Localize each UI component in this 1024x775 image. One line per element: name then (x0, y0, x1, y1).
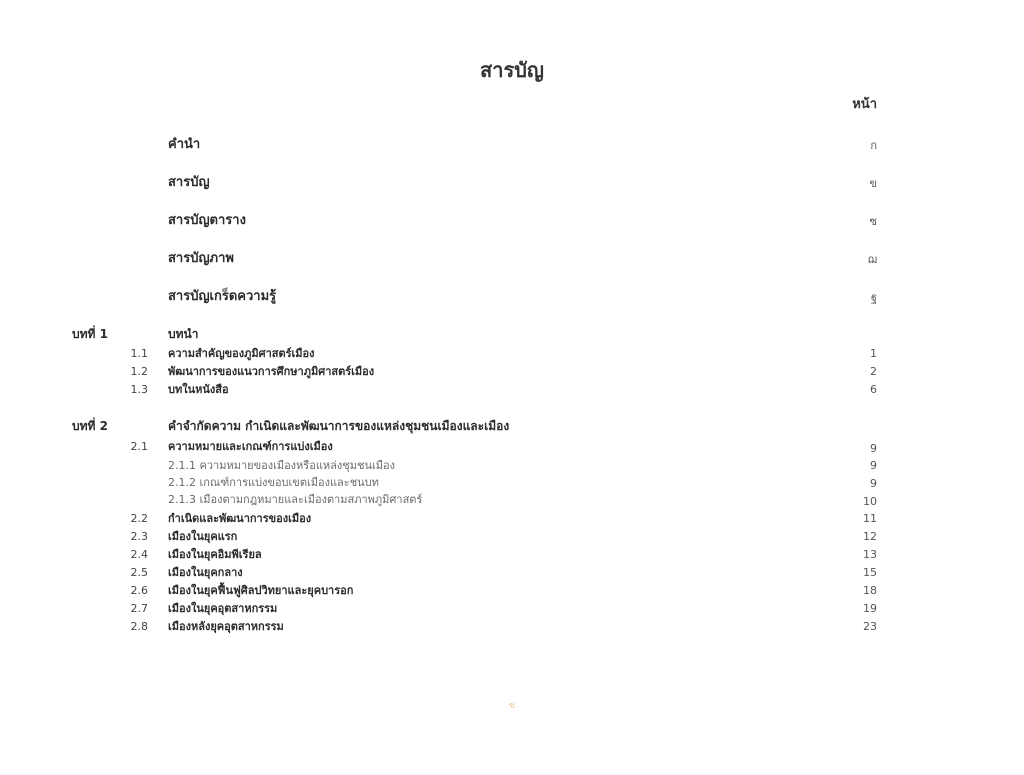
subsection-page: 9 (870, 459, 877, 472)
section-page: 2 (870, 365, 877, 378)
toc-entry-tables[interactable]: สารบัญตาราง (168, 213, 246, 228)
toc-page-tables: ซ (869, 215, 877, 228)
section-title[interactable]: กำเนิดและพัฒนาการของเมือง (168, 512, 312, 525)
section-number: 2.1 (130, 440, 148, 453)
section-number: 2.4 (130, 548, 148, 561)
toc-entry-figures[interactable]: สารบัญภาพ (168, 251, 234, 266)
section-title[interactable]: เมืองในยุคฟื้นฟูศิลปวิทยาและยุคบารอก (168, 584, 354, 597)
section-page: 19 (863, 602, 877, 615)
section-title[interactable]: บทในหนังสือ (168, 383, 229, 396)
subsection-page: 10 (863, 495, 877, 508)
toc-page-figures: ฌ (867, 253, 877, 266)
section-page: 9 (870, 442, 877, 455)
section-number: 2.6 (130, 584, 148, 597)
section-number: 1.3 (130, 383, 148, 396)
section-number: 2.8 (130, 620, 148, 633)
section-title[interactable]: ความหมายและเกณฑ์การแบ่งเมือง (168, 440, 333, 453)
subsection-title[interactable]: 2.1.3 เมืองตามกฎหมายและเมืองตามสภาพภูมิศาสตร์ (168, 493, 423, 506)
toc-page-trivia: ฐ (870, 291, 877, 304)
section-title[interactable]: เมืองในยุคอิมพีเรียล (168, 548, 262, 561)
page-column-heading: หน้า (852, 97, 877, 112)
section-page: 13 (863, 548, 877, 561)
section-title[interactable]: เมืองในยุคกลาง (168, 566, 243, 579)
subsection-title[interactable]: 2.1.2 เกณฑ์การแบ่งขอบเขตเมืองและชนบท (168, 476, 379, 489)
section-number: 2.2 (130, 512, 148, 525)
section-title[interactable]: เมืองหลังยุคอุตสาหกรรม (168, 620, 284, 633)
toc-entry-trivia[interactable]: สารบัญเกร็ดความรู้ (168, 289, 277, 304)
section-title[interactable]: พัฒนาการของแนวการศึกษาภูมิศาสตร์เมือง (168, 365, 375, 378)
subsection-page: 9 (870, 477, 877, 490)
subsection-title[interactable]: 2.1.1 ความหมายของเมืองหรือแหล่งชุมชนเมือง (168, 459, 395, 472)
footer-page-number: ข (508, 701, 516, 711)
section-page: 18 (863, 584, 877, 597)
section-number: 2.3 (130, 530, 148, 543)
section-page: 23 (863, 620, 877, 633)
toc-page-contents: ข (869, 177, 877, 190)
section-page: 1 (870, 347, 877, 360)
toc-page-preface: ก (870, 139, 877, 152)
chapter-2-label: บทที่ 2 (72, 419, 108, 433)
section-page: 12 (863, 530, 877, 543)
section-title[interactable]: เมืองในยุคแรก (168, 530, 238, 543)
section-title[interactable]: ความสำคัญของภูมิศาสตร์เมือง (168, 347, 315, 360)
section-page: 11 (863, 512, 877, 525)
chapter-1-title[interactable]: บทนำ (168, 327, 199, 341)
section-number: 1.1 (130, 347, 148, 360)
toc-entry-contents[interactable]: สารบัญ (168, 175, 210, 190)
section-number: 2.7 (130, 602, 148, 615)
section-page: 6 (870, 383, 877, 396)
chapter-1-label: บทที่ 1 (72, 327, 108, 341)
section-title[interactable]: เมืองในยุคอุตสาหกรรม (168, 602, 278, 615)
page-title: สารบัญ (480, 58, 544, 82)
toc-entry-preface[interactable]: คำนำ (168, 137, 201, 152)
section-number: 2.5 (130, 566, 148, 579)
section-page: 15 (863, 566, 877, 579)
section-number: 1.2 (130, 365, 148, 378)
chapter-2-title[interactable]: คำจำกัดความ กำเนิดและพัฒนาการของแหล่งชุมชนเมืองและเมือง (168, 419, 510, 433)
